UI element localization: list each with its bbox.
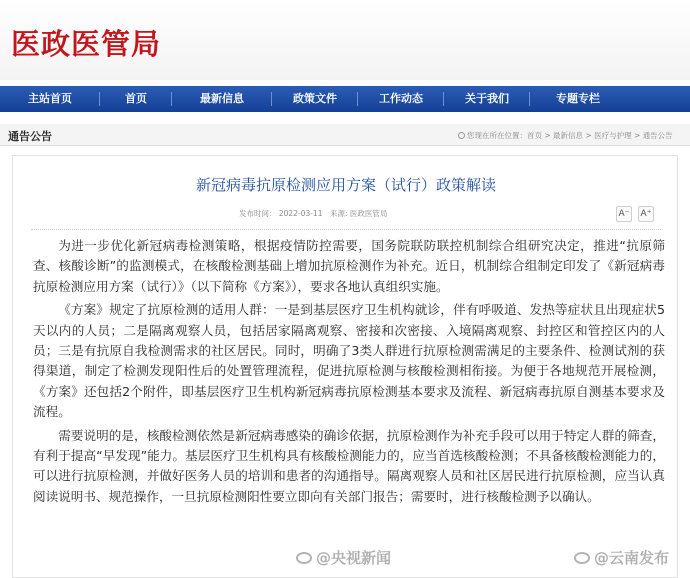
font-decrease-button[interactable]: A⁻ xyxy=(616,206,632,222)
site-header xyxy=(0,0,690,80)
watermark-right: @云南发布 xyxy=(574,547,669,568)
paragraph: 需要说明的是，核酸检测依然是新冠病毒感染的确诊依据，抗原检测作为补充手段可以用于特定人群的筛查，有利于提高“早发现”能力。基层医疗卫生机构具有核酸检测能力的，应当首选核酸检测；不具备核酸检测能力的，可以进行抗原检测，并做好医务人员的培训和患者的沟通指导。隔离观察人员和社区居民进行抗原检测，应当认真阅读说明书、规范操作，一旦抗原检测阳性要立即向有关部门报告；需要时，进行核酸检测予以确认。 xyxy=(33,427,665,504)
nav-item-work[interactable]: 工作动态 xyxy=(358,86,444,112)
weibo-icon xyxy=(296,552,312,564)
main-nav xyxy=(0,86,690,112)
site-logo[interactable]: 医政医管局 xyxy=(11,27,162,61)
section-bar xyxy=(0,124,690,146)
article-meta: 发布时间： 2022-03-11 来源: 医政医管局 xyxy=(239,209,388,218)
nav-item-home[interactable]: 首页 xyxy=(100,86,172,112)
breadcrumb[interactable] xyxy=(458,130,673,141)
font-increase-button[interactable]: A⁺ xyxy=(638,206,654,222)
divider xyxy=(31,229,661,230)
breadcrumb-text[interactable]: 您现在所在位置：首页 > 最新信息 > 医疗与护理 > 通告公告 xyxy=(467,131,673,140)
watermark-left: @央视新闻 xyxy=(296,547,391,568)
nav-item-main-home[interactable]: 主站首页 xyxy=(0,86,100,112)
article-panel xyxy=(12,155,678,578)
nav-item-topics[interactable]: 专题专栏 xyxy=(556,92,600,105)
nav-item-about[interactable]: 关于我们 xyxy=(444,86,530,112)
weibo-icon xyxy=(574,552,590,564)
paragraph: 《方案》规定了抗原检测的适用人群：一是到基层医疗卫生机构就诊，伴有呼吸道、发热等症状且出现症状5天以内的人员；二是隔离观察人员，包括居家隔离观察、密接和次密接、入境隔离观察、封控区和管控区内的人员；三是有抗原自我检测需求的社区居民。同时，明确了3类人群进行抗原检测需满足的主要条件、检测试剂的获得渠道，制定了检测发现阳性后的处置管理流程，促进抗原检测与核酸检测相衔接。为便于各地规范开展检测，《方案》还包括2个附件，即基层医疗卫生机构新冠病毒抗原检测基本要求及流程、新冠病毒抗原自测基本要求及流程。 xyxy=(33,302,665,420)
nav-item-latest[interactable]: 最新信息 xyxy=(172,86,272,112)
nav-item-policy[interactable]: 政策文件 xyxy=(272,86,358,112)
article-title: 新冠病毒抗原检测应用方案（试行）政策解读 xyxy=(195,176,496,194)
article-body xyxy=(33,236,665,510)
location-icon xyxy=(458,132,465,139)
section-title: 通告公告 xyxy=(8,130,52,143)
paragraph: 为进一步优化新冠病毒检测策略，根据疫情防控需要，国务院联防联控机制综合组研究决定，推进“抗原筛查、核酸诊断”的监测模式，在核酸检测基础上增加抗原检测作为补充。近日，机制综合组制定印发了《新冠病毒抗原检测应用方案（试行）》（以下简称《方案》），要求各地认真组织实施。 xyxy=(33,238,665,294)
